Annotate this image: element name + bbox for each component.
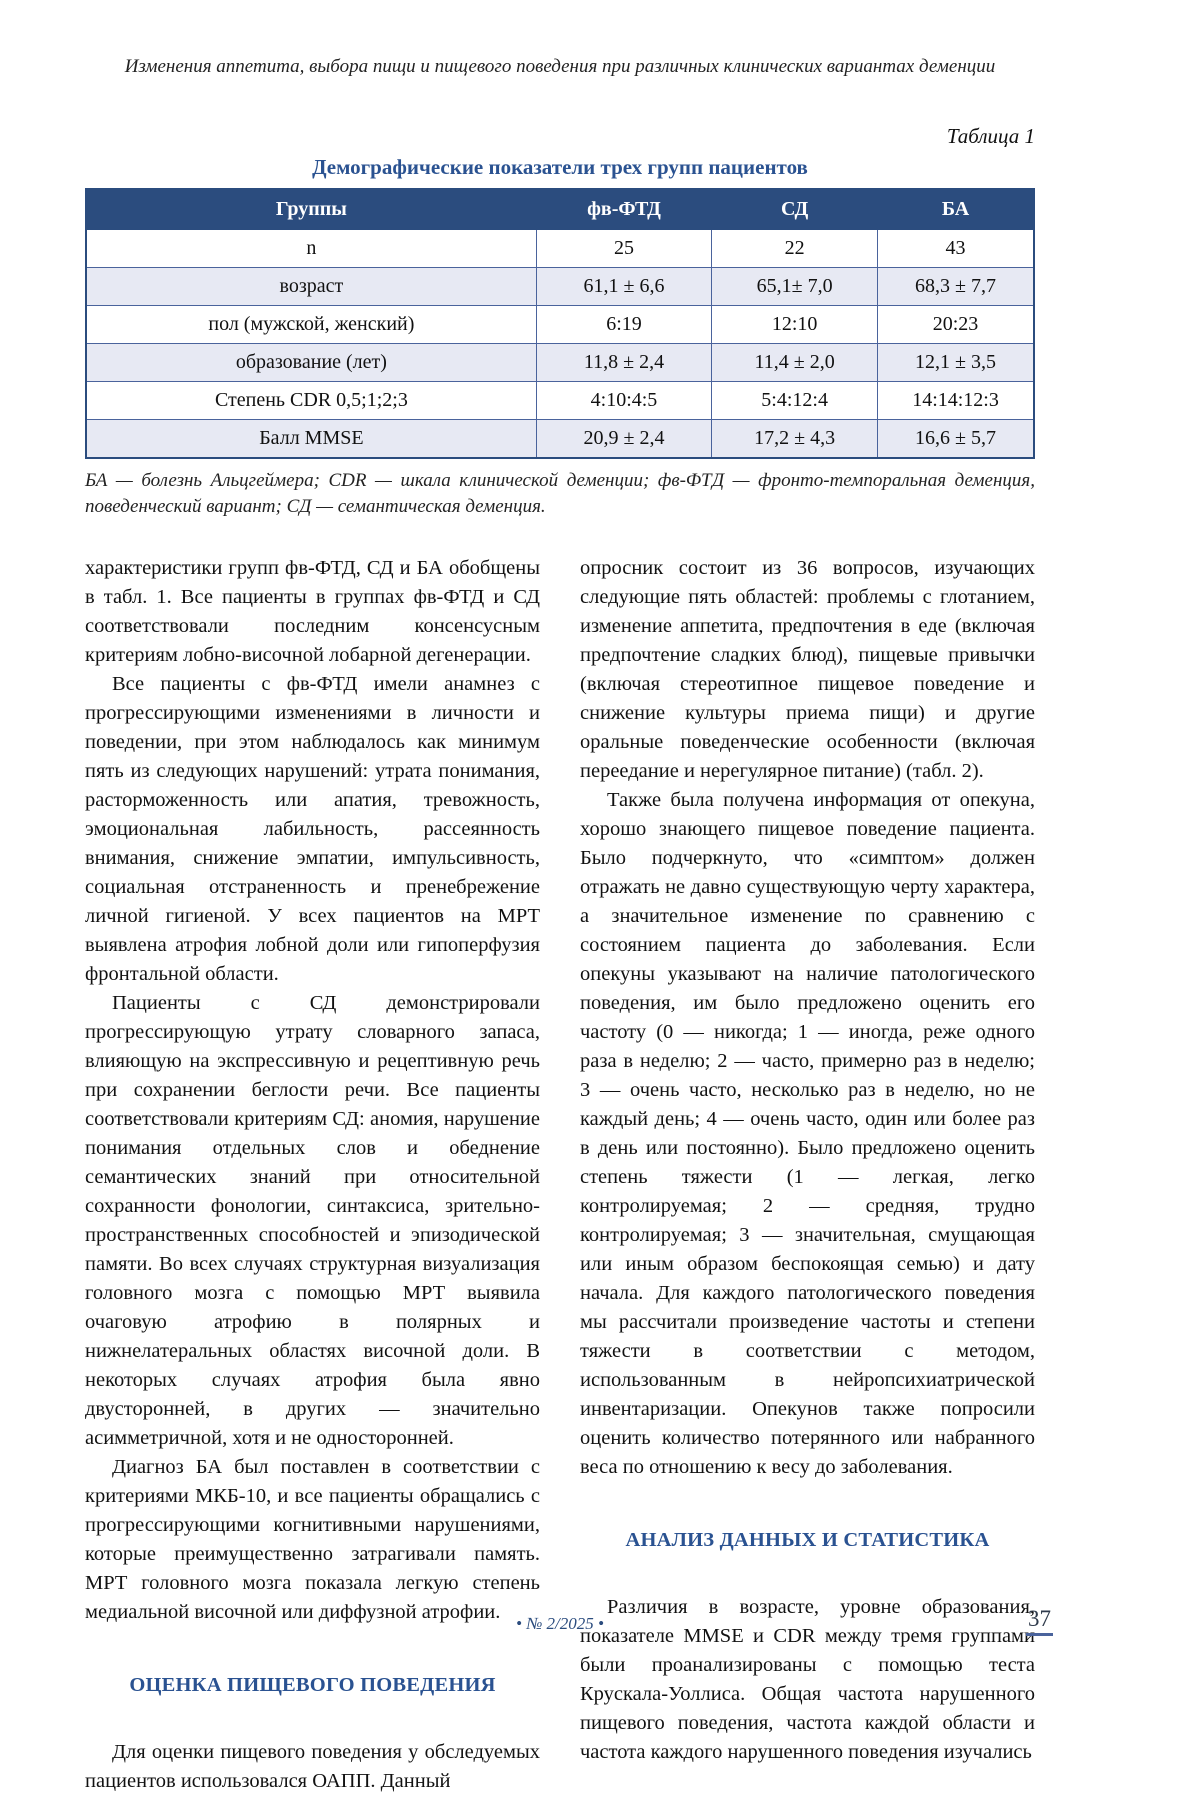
table-cell: образование (лет) [86, 344, 536, 382]
table-header-groups: Группы [86, 189, 536, 230]
table-cell: пол (мужской, женский) [86, 306, 536, 344]
table-cell: 12:10 [712, 306, 878, 344]
table-cell: 25 [536, 230, 711, 268]
table-caption-label: Таблица 1 [946, 124, 1035, 148]
table-cell: n [86, 230, 536, 268]
table-cell: Степень CDR 0,5;1;2;3 [86, 382, 536, 420]
table-cell: 11,8 ± 2,4 [536, 344, 711, 382]
running-head: Изменения аппетита, выбора пищи и пищевого поведения при различных клинических вариантах деменции [124, 56, 996, 77]
table-cell: Балл MMSE [86, 420, 536, 459]
paragraph: Также была получена информация от опекуна, хорошо знающего пищевое поведение пациента. Было подчеркнуто, что «симптом» должен отражать не давно существующую черту характера, а значительное изменение по сравнению с состоянием пациента до заболевания. Если опекуны указывают на наличие патологического поведения, им было предложено оценить его частоту (0 — никогда; 1 — иногда, реже одного раза в неделю; 2 — часто, примерно раз в неделю; 3 — очень часто, несколько раз в неделю, но не каждый день; 4 — очень часто, один или более раз в день или постоянно). Было предложено оценить степень тяжести (1 — легкая, легко контролируемая; 2 — средняя, трудно контролируемая; 3 — значительная, смущающая или иным образом беспокоящая семью) и дату начала. Для каждого патологического поведения мы рассчитали произведение частоты и степени тяжести в соответствии с методом, использованным в нейропсихиатрической инвентаризации. Опекунов также попросили оценить количество потерянного или набранного веса по отношению к весу до заболевания. [580, 789, 1035, 1478]
table-cell: 6:19 [536, 306, 711, 344]
paragraph: Пациенты с СД демонстрировали прогрессирующую утрату словарного запаса, влияющую на экспрессивную и рецептивную речь при сохранении беглости речи. Все пациенты соответствовали критериям СД: аномия, нарушение понимания отдельных слов и обеднение семантических знаний при относительной сохранности фонологии, синтаксиса, зрительно-пространственных способностей и эпизодической памяти. Во всех случаях структурная визуализация головного мозга с помощью МРТ выявила очаговую атрофию в полярных и нижнелатеральных областях височной доли. В некоторых случаях атрофия была явно двусторонней, в других — значительно асимметричной, хотя и не односторонней. [85, 992, 540, 1449]
table-cell: 43 [878, 230, 1034, 268]
table-cell: 17,2 ± 4,3 [712, 420, 878, 459]
right-column [580, 554, 1035, 1796]
table-header-sd: СД [712, 189, 878, 230]
table-cell: 22 [712, 230, 878, 268]
table-cell: 12,1 ± 3,5 [878, 344, 1034, 382]
paragraph: Различия в возрасте, уровне образования, показателе MMSE и CDR между тремя группами были проанализированы с помощью теста Крускала-Уоллиса. Общая частота нарушенного пищевого поведения, частота каждой области и частота каждого нарушенного поведения изучались [580, 1596, 1035, 1763]
table-cell: 20:23 [878, 306, 1034, 344]
table-row [86, 306, 1034, 344]
table-row [86, 230, 1034, 268]
page-number: 37 [1026, 1606, 1053, 1636]
table-cell: 16,6 ± 5,7 [878, 420, 1034, 459]
table-cell: 61,1 ± 6,6 [536, 268, 711, 306]
table-cell: 20,9 ± 2,4 [536, 420, 711, 459]
table-body [86, 230, 1034, 459]
paragraph: характеристики групп фв-ФТД, СД и БА обобщены в табл. 1. Все пациенты в группах фв-ФТД и СД соответствовали последним консенсусным критериям лобно-височной лобарной дегенерации. [85, 557, 540, 666]
table-cell: 4:10:4:5 [536, 382, 711, 420]
table-title: Демографические показатели трех групп пациентов [312, 155, 808, 179]
paragraph: Для оценки пищевого поведения у обследуемых пациентов использовался ОАПП. Данный [85, 1741, 540, 1792]
section-heading: ОЦЕНКА ПИЩЕВОГО ПОВЕДЕНИЯ [129, 1674, 496, 1696]
table-cell: 5:4:12:4 [712, 382, 878, 420]
section-heading: АНАЛИЗ ДАННЫХ И СТАТИСТИКА [625, 1529, 990, 1551]
table-header-bvftd: фв-ФТД [536, 189, 711, 230]
table-cell: 11,4 ± 2,0 [712, 344, 878, 382]
paragraph: опросник состоит из 36 вопросов, изучающих следующие пять областей: проблемы с глотанием, изменение аппетита, предпочтения в еде (включая предпочтение сладких блюд), пищевые привычки (включая стереотипное пищевое поведение и снижение культуры приема пищи) и другие оральные поведенческие особенности (включая переедание и нерегулярное питание) (табл. 2). [580, 557, 1035, 782]
issue-number: • № 2/2025 • [516, 1614, 604, 1633]
table-footnote: БА — болезнь Альцгеймера; CDR — шкала клинической деменции; фв-ФТД — фронто-темпоральная деменция, поведенческий вариант; СД — семантическая деменция. [85, 470, 1035, 517]
table-row [86, 268, 1034, 306]
table-cell: 68,3 ± 7,7 [878, 268, 1034, 306]
table-header-row [86, 189, 1034, 230]
table-cell: 65,1± 7,0 [712, 268, 878, 306]
table-row [86, 382, 1034, 420]
table-cell: возраст [86, 268, 536, 306]
paragraph: Все пациенты с фв-ФТД имели анамнез с прогрессирующими изменениями в личности и поведении, при этом наблюдалось как минимум пять из следующих нарушений: утрата понимания, расторможенность или апатия, тревожность, эмоциональная лабильность, рассеянность внимания, снижение эмпатии, импульсивность, социальная отстраненность и пренебрежение личной гигиеной. У всех пациентов на МРТ выявлена атрофия лобной доли или гипоперфузия фронтальной области. [85, 673, 540, 985]
left-column [85, 554, 540, 1796]
table-cell: 14:14:12:3 [878, 382, 1034, 420]
body-text [85, 554, 1035, 1796]
table-row [86, 420, 1034, 459]
page-footer [85, 1606, 1051, 1654]
table-header-ad: БА [878, 189, 1034, 230]
table-row [86, 344, 1034, 382]
paragraph: Диагноз БА был поставлен в соответствии с критериями МКБ-10, и все пациенты обращались с прогрессирующими когнитивными нарушениями, которые преимущественно затрагивали память. МРТ головного мозга показала легкую степень медиальной височной или диффузной атрофии. [85, 1456, 540, 1623]
demographics-table [85, 188, 1035, 459]
